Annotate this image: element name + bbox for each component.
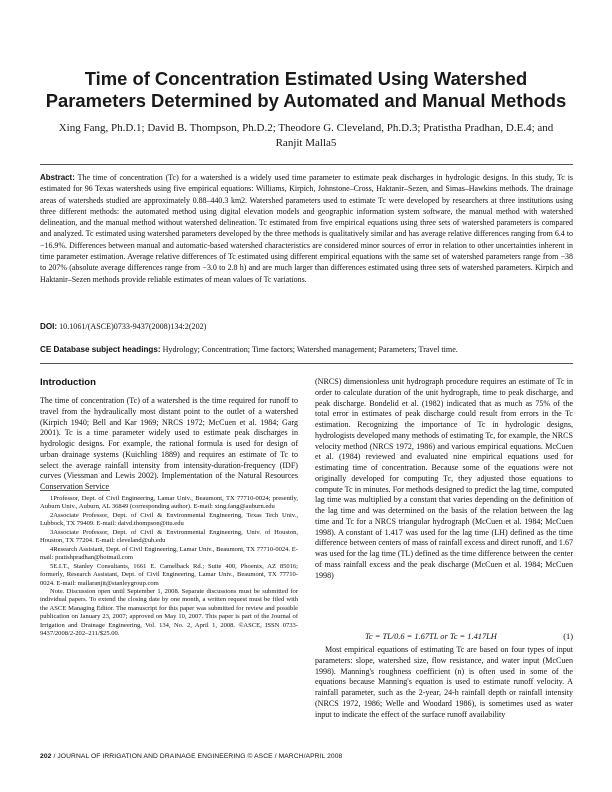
intro-left-paragraph: [40, 396, 298, 493]
doi-value: 10.1061/(ASCE)0733-9437(2008)134:2(202): [59, 322, 207, 331]
footnote-divider: [40, 490, 110, 491]
intro-right-paragraph-b: [315, 645, 573, 720]
footnote-3: 3Associate Professor, Dept. of Civil & Environmental Engineering, Univ. of Houston, Houston, TX 77204. E-mail: cleveland@uh.edu: [40, 528, 298, 545]
equation-text: Tc = TL/0.6 = 1.67TL or Tc = 1.417LH: [365, 632, 497, 641]
subject-headings: [40, 345, 573, 354]
intro-right-paragraph-a: [315, 377, 573, 581]
abstract-text: The time of concentration (Tc) for a watershed is a widely used time parameter to estimate peak discharges in hydrologic designs. In this study, Tc is estimated for 96 Texas watersheds using five empirical equations: Williams, Kirpich, Johnstone–Cross, Haktanir–Sezen, and Simas–Hawkins methods. The drainage areas of watersheds studied are approximately 0.88–440.3 km2. Watershed parameters used to estimate Tc were developed by researchers at three institutions using three different methods: the automated method using digital elevation models and geographic information system software, the manual method with watershed delineation, and the manual method without watershed delineation. Tc estimated from five empirical equations using three sets of watershed parameters is compared and analyzed. Tc estimated using watershed parameters developed by the three methods is qualitatively similar and has average relative differences ranging from 6.4 to −16.9%. Differences between manual and automatic-based watershed characteristics are considered minor sources of error in relation to other uncertainties inherent in time parameter estimation. Average relative differences of Tc estimated using different empirical equations with the same set of watershed parameters range from −38 to 207% (absolute average differences range from −3.0 to 2.8 h) and are much larger than differences estimated using three sets of watershed parameters. Kirpich and Haktanir–Sezen methods provide reliable estimates of mean values of Tc variations.: [40, 173, 573, 284]
abstract-label: Abstract:: [40, 173, 75, 182]
intro-paragraph-1: The time of concentration (Tc) of a watershed is the time required for runoff to travel from the hydraulically most distant point to the outlet of a watershed (Kirpich 1940; Bell and Kar 1969; NRCS 1972; McCuen et al. 1984; Garg 2001). Tc is a time parameter widely used to estimate peak discharges in hydrologic designs. For example, the rational formula is used for design of urban drainage systems (Kuichling 1889) and requires an estimate of Tc to select the average rainfall intensity from intensity-duration-frequency (IDF) curves (Viessman and Lewis 2002). Implementation of the Natural Resources Conservation Service: [40, 396, 298, 491]
page-number: 202: [40, 753, 52, 760]
paper-title: Time of Concentration Estimated Using Watershed Parameters Determined by Automated and Manual Methods: [45, 68, 567, 111]
subject-headings-label: CE Database subject headings:: [40, 345, 161, 354]
equation-number: (1): [563, 632, 573, 641]
subject-headings-text: Hydrology; Concentration; Time factors; Watershed management; Parameters; Travel time.: [162, 345, 458, 354]
journal-footer-text: / JOURNAL OF IRRIGATION AND DRAINAGE ENGINEERING © ASCE / MARCH/APRIL 2008: [53, 753, 343, 760]
intro-paragraph-3: Most empirical equations of estimating Tc are based on four types of input parameters: slope, watershed size, flow resistance, and water input (McCuen 1998). Manning's roughness coefficient (n) is often used in some of the equations because Manning's equation is used to estimate runoff velocity. A rainfall parameter, such as the 2-year, 24-h rainfall depth or rainfall intensity (NRCS 1972, 1986; Welle and Woodard 1986), is sometimes used as water input to indicate the effect of the surface runoff availability: [315, 645, 573, 719]
footnotes: [40, 495, 298, 639]
divider-top: [40, 164, 573, 165]
footnote-note: Note. Discussion open until September 1, 2008. Separate discussions must be submitted for individual papers. To extend the closing date by one month, a written request must be filed with the ASCE Managing Editor. The manuscript for this paper was submitted for review and possible publication on January 23, 2007; approved on May 10, 2007. This paper is part of the Journal of Irrigation and Drainage Engineering, Vol. 134, No. 2, April 1, 2008. ©ASCE, ISSN 0733-9437/2008/2-202–211/$25.00.: [40, 587, 298, 638]
intro-paragraph-2: (NRCS) dimensionless unit hydrograph procedure requires an estimate of Tc in order to calculate duration of the unit hydrograph, time to peak discharge, and peak discharge. Bondelid et al. (1982) indicated that as much as 75% of the total error in estimates of peak discharge could result from errors in the Tc estimation. Recognizing the importance of Tc in hydrologic designs, hydrologists developed many methods of estimating Tc, for example, the NRCS velocity method (NRCS 1972, 1986) and various empirical equations. McCuen et al. (1984) reviewed and evaluated nine empirical equations used for estimating time of concentration. Because some of the equations were not originally developed for computing Tc, they adjusted those equations to compute Tc in minutes. For methods designed to predict the lag time, computed lag time was multiplied by a constant that varies depending on the definition of the lag time and was determined on the basis of the relation between the lag time and Tc for a NRCS triangular hydrograph (McCuen et al. 1984; McCuen 1998). A constant of 1.417 was used for the lag time (LH) defined as the time difference between centers of mass of rainfall excess and direct runoff, and 1.67 was used for the lag time (TL) defined as the time difference between the center of mass rainfall excess and the peak discharge (McCuen et al. 1984; McCuen 1998): [315, 377, 573, 580]
footnote-2: 2Associate Professor, Dept. of Civil & Environmental Engineering, Texas Tech Univ., Lubbock, TX 79409. E-mail: daivd.thompson@ttu.edu: [40, 511, 298, 528]
footnote-5: 5E.I.T., Stanley Consultants, 1661 E. Camelback Rd.; Suite 400, Phoenix, AZ 85016; formerly, Research Assistant, Dept. of Civil Engineering, Lamar Univ., Beaumont, TX 77710-0024. E-mail: mallaranjit@stanleygroup.com: [40, 562, 298, 587]
doi-label: DOI:: [40, 322, 58, 331]
divider-bottom: [40, 363, 573, 364]
section-heading-introduction: Introduction: [40, 377, 96, 388]
footnote-1: 1Professor, Dept. of Civil Engineering, Lamar Univ., Beaumont, TX 77710-0024; presently, Auburn Univ., Auburn, AL 36849 (corresponding author). E-mail: xing.fang@auburn.edu: [40, 495, 298, 511]
abstract: [40, 172, 573, 285]
doi: [40, 322, 573, 331]
footnote-4: 4Research Assistant, Dept. of Civil Engineering, Lamar Univ., Beaumont, TX 77710-0024. E-mail: pratishpradhan@hotmail.com: [40, 545, 298, 562]
page-footer: [40, 753, 573, 760]
author-list: Xing Fang, Ph.D.1; David B. Thompson, Ph.D.2; Theodore G. Cleveland, Ph.D.3; Pratistha Pradhan, D.E.4; and Ranjit Malla5: [58, 122, 554, 149]
